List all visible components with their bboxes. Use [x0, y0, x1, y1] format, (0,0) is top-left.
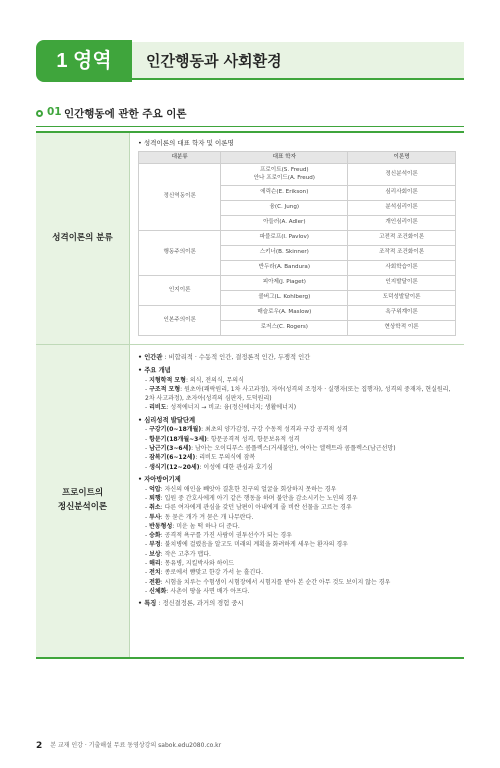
sub-item: - 부정: 불치병에 걸렸음을 알고도 미래의 계획을 화려하게 세우는 환자의 경우 — [138, 540, 456, 549]
table-row — [139, 164, 456, 186]
sub-item: - 생식기(12~20세): 이성에 대한 관심과 호기심 — [138, 463, 456, 472]
sub-item: - 퇴행: 입원 중 간호사에게 아기 같은 행동을 하며 불안을 감소시키는 노인의 경우 — [138, 494, 456, 503]
row-content — [130, 345, 464, 657]
scholar-cell: 콜버그(L. Kohlberg) — [221, 291, 348, 306]
row-label: 성격이론의 분류 — [36, 133, 130, 344]
theory-cell: 정신분석이론 — [348, 164, 456, 186]
scholar-cell: 매슬로우(A. Maslow) — [221, 306, 348, 321]
chapter-title: 인간행동과 사회환경 — [146, 52, 282, 70]
scholar-cell: 프로이트(S. Freud) 안나 프로이드(A. Freud) — [221, 164, 348, 186]
section-number: 01 — [47, 106, 62, 118]
scholar-cell: 융(C. Jung) — [221, 201, 348, 216]
summary-table — [36, 131, 464, 659]
sub-item: - 지형학적 모형: 의식, 전의식, 무의식 — [138, 376, 456, 385]
sub-item: - 구강기(0~18개월): 최초의 양가감정, 구강 수동적 성격과 구강 공격적 성격 — [138, 425, 456, 434]
circle-bullet-icon — [36, 110, 43, 117]
sub-item: - 전치: 종로에서 뺨맞고 한강 가서 눈 흘긴다. — [138, 568, 456, 577]
table-row — [36, 133, 464, 345]
row-label: 프로이트의 정신분석이론 — [36, 345, 130, 657]
category-cell: 정신역동이론 — [139, 164, 221, 231]
sub-item: - 잠복기(6~12세): 리비도 무의식에 잠복 — [138, 453, 456, 462]
scholar-cell: 아들러(A. Adler) — [221, 216, 348, 231]
theory-cell: 사회학습이론 — [348, 261, 456, 276]
category-cell: 인지이론 — [139, 276, 221, 306]
sub-item: - 반동형성: 미운 놈 떡 하나 더 준다. — [138, 522, 456, 531]
theory-cell: 현상학적 이론 — [348, 321, 456, 336]
scholar-cell: 피아제(J. Piaget) — [221, 276, 348, 291]
table-row — [139, 306, 456, 321]
table-row — [36, 345, 464, 657]
column-header: 대표 학자 — [221, 152, 348, 164]
column-header: 대분류 — [139, 152, 221, 164]
page-number: 2 — [36, 740, 43, 751]
sub-item: - 신체화: 사촌이 땅을 사면 배가 아프다. — [138, 587, 456, 596]
sub-item: - 취소: 다른 여자에게 관심을 갖던 남편이 아내에게 줄 비싼 선물을 고르는 경우 — [138, 503, 456, 512]
row-content — [130, 133, 464, 344]
category-cell: 인본주의이론 — [139, 306, 221, 336]
list-item: • 특징 : 정신결정론, 과거의 경험 중시 — [138, 599, 456, 609]
theory-cell: 욕구위계이론 — [348, 306, 456, 321]
sub-item: - 억압: 자신의 애인을 빼앗아 결혼한 친구의 얼굴을 회상하지 못하는 경우 — [138, 485, 456, 494]
theory-cell: 인지발달이론 — [348, 276, 456, 291]
sub-item: - 투사: 동 묻은 개가 겨 묻은 개 나무란다. — [138, 513, 456, 522]
sub-item: - 항문기(18개월~3세): 항문공격적 성격, 항문보유적 성격 — [138, 435, 456, 444]
category-cell: 행동주의이론 — [139, 231, 221, 276]
theory-cell: 분석심리이론 — [348, 201, 456, 216]
table-row — [139, 231, 456, 246]
scholar-cell: 스키너(B. Skinner) — [221, 246, 348, 261]
theory-cell: 고전적 조건화이론 — [348, 231, 456, 246]
sub-item: - 구조적 모형: 원초아(쾌락원리, 1차 사고과정), 자아(성격의 조정자 · 실행자(또는 집행자), 성격의 중재자, 현실원리, 2차 사고과정), 초자아(성격의 심판자, 도덕원리) — [138, 385, 456, 404]
footer-text: 본 교재 인강 · 기출해설 무료 동영상강의 sabok.edu2080.co.kr — [50, 742, 222, 749]
column-header: 이론명 — [348, 152, 456, 164]
theory-cell: 개인심리이론 — [348, 216, 456, 231]
section-divider — [36, 126, 464, 127]
sub-item: - 전환: 시험을 치루는 수험생이 시험장에서 시험지를 받아 본 순간 아무 것도 보이지 않는 경우 — [138, 578, 456, 587]
sub-item: - 보상: 작은 고추가 맵다. — [138, 550, 456, 559]
list-item: • 인간관 : 비합리적 · 수동적 인간, 결정론적 인간, 두쟁적 인간 — [138, 353, 456, 363]
page-footer — [36, 740, 221, 751]
sub-item: - 남근기(3~6세): 남아는 오이디푸스 콤플렉스(거세불안), 여아는 엘렉트라 콤플렉스(남근선망) — [138, 444, 456, 453]
sub-item: - 리비도: 성적에너지 → 비교: 융(정신에너지; 생활에너지) — [138, 403, 456, 412]
section-heading — [36, 104, 464, 124]
theory-cell: 조작적 조건화이론 — [348, 246, 456, 261]
scholar-cell: 로저스(C. Rogers) — [221, 321, 348, 336]
sub-item: - 해리: 몽유병, 지킬박사와 하이드 — [138, 559, 456, 568]
theory-table — [138, 151, 456, 336]
chapter-header — [36, 40, 464, 82]
scholar-cell: 반두라(A. Bandura) — [221, 261, 348, 276]
theory-heading: • 성격이론의 대표 학자 및 이론명 — [138, 138, 456, 148]
scholar-cell: 에릭슨(E. Erikson) — [221, 186, 348, 201]
section-title: 인간행동에 관한 주요 이론 — [64, 108, 187, 120]
list-item: • 심리성적 발달단계 — [138, 416, 456, 426]
theory-cell: 도덕성발달이론 — [348, 291, 456, 306]
table-row — [139, 276, 456, 291]
chapter-badge: 1 영역 — [36, 40, 132, 82]
theory-cell: 심리사회이론 — [348, 186, 456, 201]
list-item: • 자아방어기제 — [138, 475, 456, 485]
chapter-title-box — [132, 42, 464, 80]
sub-item: - 승화: 공격적 욕구를 가진 사람이 권투선수가 되는 경우 — [138, 531, 456, 540]
list-item: • 주요 개념 — [138, 366, 456, 376]
scholar-cell: 파블로프(I. Pavlov) — [221, 231, 348, 246]
